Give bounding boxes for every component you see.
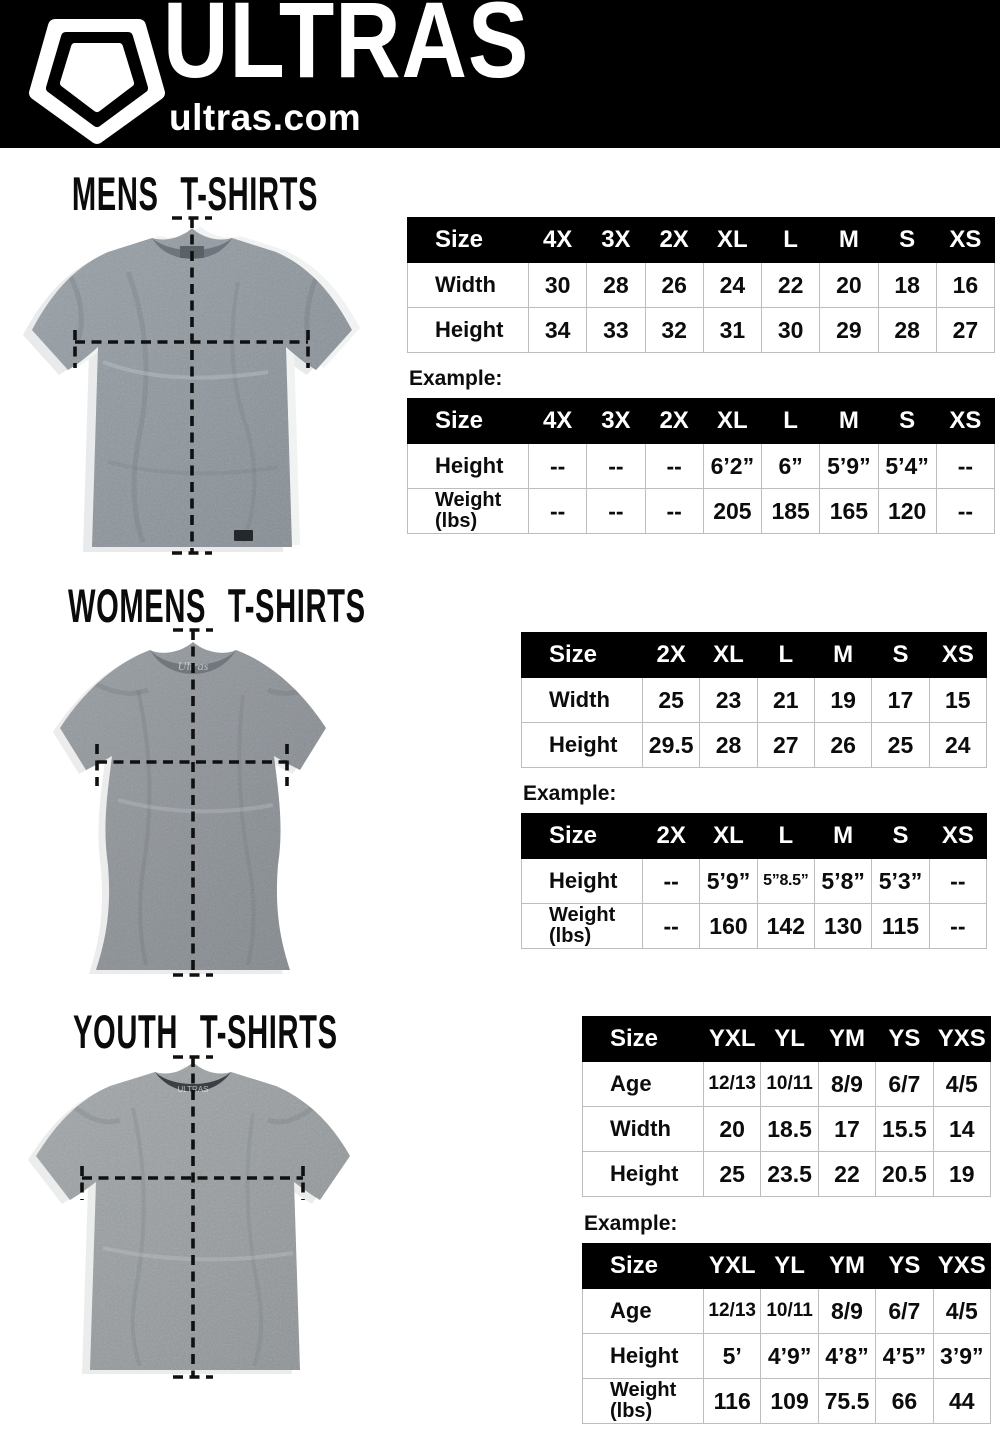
row-label-cell: Height <box>583 1334 704 1379</box>
value-cell: 19 <box>814 678 871 723</box>
value-cell: 5’4” <box>878 444 936 489</box>
womens-neck-label: Ultras <box>177 659 209 673</box>
value-cell: 5’ <box>704 1334 761 1379</box>
row-label-cell: Width <box>408 263 529 308</box>
size-column-header: XL <box>700 633 757 678</box>
size-column-header: M <box>814 633 871 678</box>
value-cell: -- <box>529 489 587 534</box>
value-cell: 5’9” <box>700 859 757 904</box>
value-cell: 185 <box>762 489 820 534</box>
value-cell: 28 <box>878 308 936 353</box>
value-cell: 26 <box>645 263 703 308</box>
value-cell: 17 <box>872 678 929 723</box>
size-header-cell: Size <box>408 399 529 444</box>
size-column-header: XS <box>936 218 994 263</box>
size-column-header: 3X <box>587 218 645 263</box>
value-cell: 165 <box>820 489 878 534</box>
table-row <box>408 308 995 353</box>
value-cell: 19 <box>933 1152 990 1197</box>
table-row <box>583 1334 991 1379</box>
row-label-cell: Age <box>583 1289 704 1334</box>
pentagon-crest-icon <box>26 4 168 146</box>
womens-shirt-body <box>28 620 388 988</box>
row-label-cell: Height <box>408 444 529 489</box>
value-cell: -- <box>645 489 703 534</box>
size-column-header: L <box>757 814 814 859</box>
table-header-row <box>583 1017 991 1062</box>
size-column-header: XS <box>936 399 994 444</box>
row-label-cell: Width <box>522 678 643 723</box>
table-row <box>522 859 987 904</box>
value-cell: -- <box>587 489 645 534</box>
size-column-header: S <box>878 399 936 444</box>
value-cell: 25 <box>872 723 929 768</box>
table-row <box>583 1289 991 1334</box>
value-cell: 75.5 <box>818 1379 875 1424</box>
value-cell: 8/9 <box>818 1289 875 1334</box>
value-cell: 33 <box>587 308 645 353</box>
value-cell: 6/7 <box>876 1062 933 1107</box>
value-cell: 44 <box>933 1379 990 1424</box>
size-column-header: XL <box>703 218 761 263</box>
size-header-cell: Size <box>522 633 643 678</box>
value-cell: 20 <box>820 263 878 308</box>
womens-size-table <box>521 632 987 768</box>
youth-example-label: Example: <box>584 1212 678 1235</box>
row-label-cell: Weight (lbs) <box>583 1379 704 1424</box>
value-cell: 6/7 <box>876 1289 933 1334</box>
value-cell: 120 <box>878 489 936 534</box>
value-cell: 28 <box>700 723 757 768</box>
youth-example-table <box>582 1243 991 1424</box>
size-column-header: M <box>820 218 878 263</box>
size-column-header: XL <box>700 814 757 859</box>
womens-example-table <box>521 813 987 949</box>
value-cell: 18 <box>878 263 936 308</box>
size-column-header: M <box>814 814 871 859</box>
value-cell: 30 <box>762 308 820 353</box>
mens-tables-column <box>407 217 995 534</box>
value-cell: 21 <box>757 678 814 723</box>
value-cell: 29 <box>820 308 878 353</box>
value-cell: -- <box>645 444 703 489</box>
value-cell: 160 <box>700 904 757 949</box>
value-cell: 18.5 <box>761 1107 818 1152</box>
value-cell: 23.5 <box>761 1152 818 1197</box>
mens-section-title: MENS T-SHIRTS <box>71 167 319 220</box>
value-cell: -- <box>929 904 986 949</box>
row-label-cell: Height <box>522 859 643 904</box>
womens-section-title: WOMENS T-SHIRTS <box>68 579 366 632</box>
value-cell: 4’5” <box>876 1334 933 1379</box>
value-cell: 10/11 <box>761 1289 818 1334</box>
value-cell: 205 <box>703 489 761 534</box>
mens-shirt-body <box>8 212 393 564</box>
value-cell: -- <box>529 444 587 489</box>
row-label-cell: Age <box>583 1062 704 1107</box>
size-header-cell: Size <box>408 218 529 263</box>
size-column-header: 4X <box>529 399 587 444</box>
size-header-cell: Size <box>583 1017 704 1062</box>
table-header-row <box>522 633 987 678</box>
size-column-header: YS <box>876 1244 933 1289</box>
value-cell: 4’9” <box>761 1334 818 1379</box>
value-cell: 20.5 <box>876 1152 933 1197</box>
value-cell: 22 <box>818 1152 875 1197</box>
youth-shirt-body <box>8 1048 403 1440</box>
size-column-header: L <box>757 633 814 678</box>
row-label-cell: Weight (lbs) <box>522 904 643 949</box>
size-column-header: XS <box>929 633 986 678</box>
value-cell: 32 <box>645 308 703 353</box>
value-cell: -- <box>929 859 986 904</box>
value-cell: 142 <box>757 904 814 949</box>
value-cell: 25 <box>643 678 700 723</box>
size-header-cell: Size <box>522 814 643 859</box>
size-column-header: YXS <box>933 1244 990 1289</box>
table-row <box>583 1107 991 1152</box>
value-cell: 66 <box>876 1379 933 1424</box>
value-cell: 30 <box>529 263 587 308</box>
value-cell: 5’9” <box>820 444 878 489</box>
size-column-header: S <box>872 814 929 859</box>
value-cell: 6” <box>762 444 820 489</box>
table-row <box>583 1152 991 1197</box>
value-cell: 10/11 <box>761 1062 818 1107</box>
size-column-header: 3X <box>587 399 645 444</box>
mens-size-table <box>407 217 995 353</box>
value-cell: 29.5 <box>643 723 700 768</box>
youth-tables-column <box>582 1016 991 1424</box>
value-cell: 5”8.5” <box>757 859 814 904</box>
size-column-header: M <box>820 399 878 444</box>
row-label-cell: Height <box>583 1152 704 1197</box>
value-cell: 15 <box>929 678 986 723</box>
youth-section-title: YOUTH T-SHIRTS <box>73 1005 338 1058</box>
size-column-header: L <box>762 399 820 444</box>
youth-tshirt-photo <box>8 1048 403 1440</box>
size-column-header: XS <box>929 814 986 859</box>
value-cell: 14 <box>933 1107 990 1152</box>
site-header <box>0 0 1000 148</box>
value-cell: 4/5 <box>933 1289 990 1334</box>
value-cell: 5’8” <box>814 859 871 904</box>
size-column-header: 2X <box>643 633 700 678</box>
value-cell: 6’2” <box>703 444 761 489</box>
value-cell: 27 <box>936 308 994 353</box>
womens-tshirt-photo <box>28 620 388 988</box>
size-column-header: S <box>878 218 936 263</box>
size-column-header: 2X <box>643 814 700 859</box>
size-column-header: YXL <box>704 1017 761 1062</box>
womens-example-label: Example: <box>523 782 617 805</box>
table-header-row <box>583 1244 991 1289</box>
value-cell: 31 <box>703 308 761 353</box>
youth-neck-label: ULTRAS <box>177 1085 209 1094</box>
value-cell: 24 <box>703 263 761 308</box>
value-cell: -- <box>936 489 994 534</box>
size-column-header: YXL <box>704 1244 761 1289</box>
value-cell: 130 <box>814 904 871 949</box>
value-cell: 28 <box>587 263 645 308</box>
value-cell: 34 <box>529 308 587 353</box>
row-label-cell: Width <box>583 1107 704 1152</box>
value-cell: 25 <box>704 1152 761 1197</box>
value-cell: 17 <box>818 1107 875 1152</box>
value-cell: -- <box>587 444 645 489</box>
value-cell: 16 <box>936 263 994 308</box>
value-cell: 23 <box>700 678 757 723</box>
row-label-cell: Weight (lbs) <box>408 489 529 534</box>
value-cell: 116 <box>704 1379 761 1424</box>
size-column-header: YL <box>761 1244 818 1289</box>
size-column-header: YXS <box>933 1017 990 1062</box>
value-cell: -- <box>643 859 700 904</box>
value-cell: 4/5 <box>933 1062 990 1107</box>
value-cell: -- <box>643 904 700 949</box>
value-cell: -- <box>936 444 994 489</box>
mens-hem-tag <box>234 530 253 541</box>
size-column-header: 2X <box>645 218 703 263</box>
value-cell: 24 <box>929 723 986 768</box>
brand-name: ULTRAS <box>163 0 530 100</box>
size-column-header: L <box>762 218 820 263</box>
size-column-header: XL <box>703 399 761 444</box>
brand-domain-link[interactable]: ultras.com <box>169 97 362 138</box>
row-label-cell: Height <box>408 308 529 353</box>
mens-example-table <box>407 398 995 534</box>
value-cell: 12/13 <box>704 1062 761 1107</box>
value-cell: 15.5 <box>876 1107 933 1152</box>
table-row <box>408 444 995 489</box>
table-row <box>522 723 987 768</box>
value-cell: 4’8” <box>818 1334 875 1379</box>
size-column-header: YL <box>761 1017 818 1062</box>
mens-tshirt-photo <box>8 212 393 564</box>
size-column-header: YM <box>818 1017 875 1062</box>
value-cell: 115 <box>872 904 929 949</box>
table-header-row <box>408 399 995 444</box>
size-header-cell: Size <box>583 1244 704 1289</box>
table-row <box>522 678 987 723</box>
table-header-row <box>408 218 995 263</box>
value-cell: 3’9” <box>933 1334 990 1379</box>
mens-example-label: Example: <box>409 367 503 390</box>
value-cell: 20 <box>704 1107 761 1152</box>
value-cell: 26 <box>814 723 871 768</box>
table-row <box>408 489 995 534</box>
value-cell: 12/13 <box>704 1289 761 1334</box>
table-header-row <box>522 814 987 859</box>
value-cell: 27 <box>757 723 814 768</box>
size-column-header: YS <box>876 1017 933 1062</box>
womens-tables-column <box>521 632 987 949</box>
table-row <box>583 1062 991 1107</box>
row-label-cell: Height <box>522 723 643 768</box>
size-column-header: 4X <box>529 218 587 263</box>
size-column-header: YM <box>818 1244 875 1289</box>
table-row <box>522 904 987 949</box>
table-row <box>408 263 995 308</box>
value-cell: 8/9 <box>818 1062 875 1107</box>
value-cell: 22 <box>762 263 820 308</box>
youth-size-table <box>582 1016 991 1197</box>
table-row <box>583 1379 991 1424</box>
size-column-header: 2X <box>645 399 703 444</box>
value-cell: 5’3” <box>872 859 929 904</box>
size-column-header: S <box>872 633 929 678</box>
value-cell: 109 <box>761 1379 818 1424</box>
